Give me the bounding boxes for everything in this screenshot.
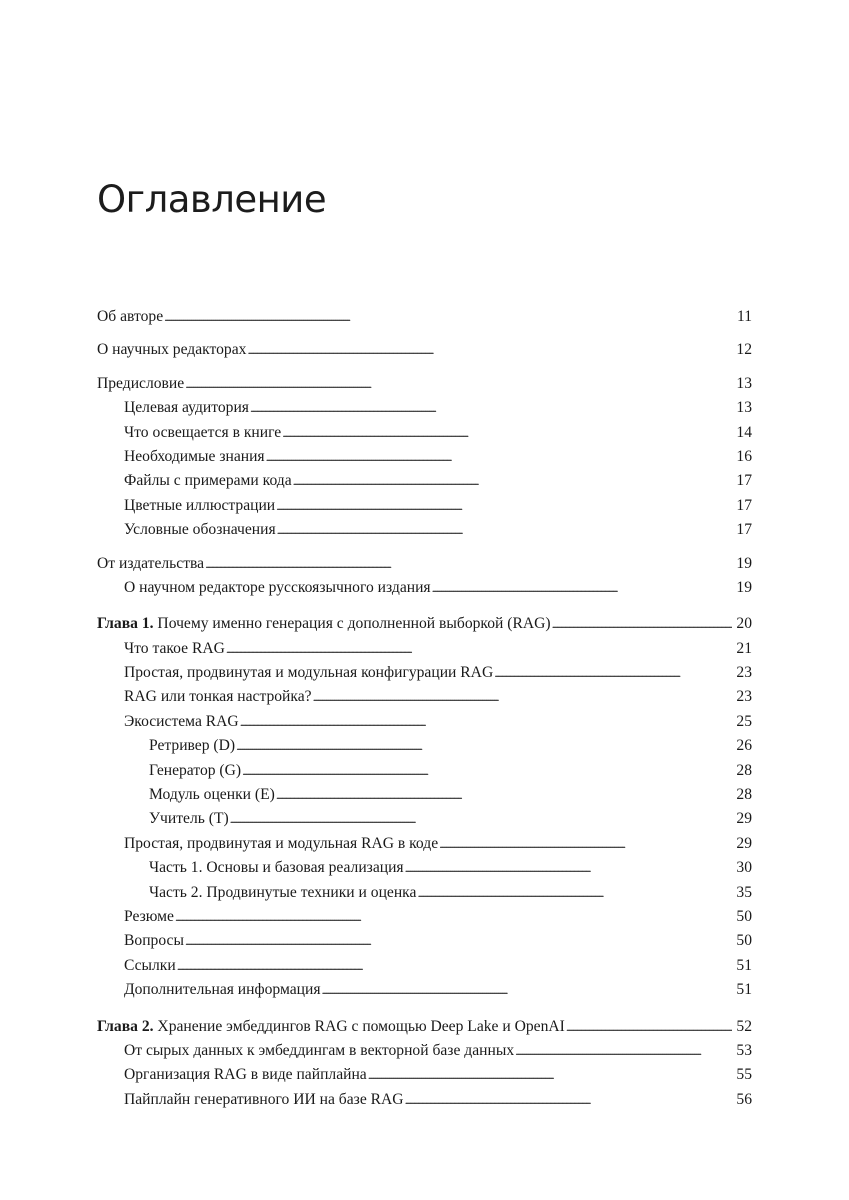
- toc-entry-label: О научных редакторах: [97, 341, 247, 359]
- dot-leader: [242, 759, 732, 783]
- dot-leader: [405, 1088, 732, 1112]
- dot-leader: [185, 372, 732, 396]
- toc-entry[interactable]: [97, 494, 752, 518]
- toc-entry[interactable]: [97, 759, 752, 783]
- toc-entry-title: [97, 372, 184, 396]
- toc-entry-label: Простая, продвинутая и модульная RAG в коде: [124, 834, 439, 852]
- toc-page-number: 30: [736, 859, 752, 877]
- toc-page-number: 50: [736, 907, 752, 925]
- dot-leader: [276, 494, 732, 518]
- toc-entry-title: [124, 1039, 514, 1063]
- toc-page-number: 19: [736, 554, 752, 572]
- toc-entry[interactable]: [97, 783, 752, 807]
- toc-entry-label: Ретривер (D): [149, 737, 236, 755]
- toc-page-number: 51: [736, 981, 752, 999]
- toc-page-number: 17: [736, 521, 752, 539]
- toc-entry-label: Почему именно генерация с дополненной выборкой (RAG): [153, 615, 551, 633]
- toc-entry-label: Часть 2. Продвинутые техники и оценка: [149, 883, 417, 901]
- dot-leader: [250, 396, 732, 420]
- toc-entry[interactable]: [97, 734, 752, 758]
- dot-leader: [293, 469, 732, 493]
- dot-leader: [432, 576, 732, 600]
- toc-page-number: 53: [736, 1041, 752, 1059]
- toc-entry[interactable]: [97, 637, 752, 661]
- toc-entry-title: [124, 832, 438, 856]
- toc-page-number: 52: [736, 1017, 752, 1035]
- toc-entry[interactable]: [97, 710, 752, 734]
- toc-entry-title: [124, 1088, 404, 1112]
- toc-page-number: 21: [736, 639, 752, 657]
- toc-entry-label: RAG или тонкая настройка?: [124, 688, 312, 706]
- dot-leader: [226, 637, 732, 661]
- toc-entry-title: [124, 445, 265, 469]
- dot-leader: [417, 881, 732, 905]
- toc-entry[interactable]: [97, 929, 752, 953]
- toc-entry-title: [149, 807, 229, 831]
- toc-entry-label: Учитель (T): [149, 810, 229, 828]
- toc-entry-title: [124, 469, 292, 493]
- toc-entry-title: [149, 856, 404, 880]
- toc-page-number: 35: [736, 883, 752, 901]
- dot-leader: [236, 734, 732, 758]
- toc-entry[interactable]: [97, 372, 752, 396]
- toc-entry-title: [124, 685, 312, 709]
- toc-entry-title: [149, 881, 416, 905]
- toc-page-number: 14: [736, 423, 752, 441]
- toc-page-number: 13: [736, 374, 752, 392]
- dot-leader: [313, 685, 732, 709]
- dot-leader: [175, 905, 732, 929]
- toc-entry-title: [124, 661, 493, 685]
- dot-leader: [276, 783, 732, 807]
- toc-entry-title: [124, 978, 321, 1002]
- toc-entry[interactable]: [97, 685, 752, 709]
- toc-entry-label: Что освещается в книге: [124, 423, 282, 441]
- chapter-number: Глава 2.: [97, 1017, 154, 1035]
- toc-entry-label: Файлы с примерами кода: [124, 472, 292, 490]
- chapter-number: Глава 1.: [97, 615, 154, 633]
- dot-leader: [205, 552, 732, 576]
- toc-entry-title: [97, 552, 204, 576]
- dot-leader: [277, 518, 732, 542]
- toc-entry-title: [149, 783, 275, 807]
- toc-entry-label: Вопросы: [124, 932, 184, 950]
- dot-leader: [405, 856, 732, 880]
- toc-entry[interactable]: [97, 954, 752, 978]
- dot-leader: [185, 929, 732, 953]
- toc-page-number: 50: [736, 932, 752, 950]
- toc-entry[interactable]: [97, 305, 752, 329]
- toc-entry[interactable]: [97, 1088, 752, 1112]
- toc-entry[interactable]: [97, 881, 752, 905]
- dot-leader: [494, 661, 732, 685]
- toc-page-number: 13: [736, 399, 752, 417]
- toc-page-number: 17: [736, 472, 752, 490]
- dot-leader: [230, 807, 732, 831]
- toc-entry-label: Об авторе: [97, 308, 164, 325]
- toc-page-number: 51: [736, 956, 752, 974]
- toc-entry[interactable]: [97, 1063, 752, 1087]
- toc-page-number: 25: [736, 712, 752, 730]
- toc-entry[interactable]: [97, 552, 752, 576]
- dot-leader: [368, 1063, 732, 1087]
- dot-leader: [247, 338, 732, 362]
- toc-entry-label: Резюме: [124, 907, 174, 925]
- dot-leader: [515, 1039, 732, 1063]
- toc-entry-label: Простая, продвинутая и модульная конфигурации RAG: [124, 664, 494, 682]
- toc-entry-title: [97, 305, 163, 329]
- toc-entry-label: Генератор (G): [149, 761, 242, 779]
- toc-page-number: 23: [736, 664, 752, 682]
- page-title: Оглавление: [97, 178, 327, 221]
- dot-leader: [566, 1015, 732, 1039]
- toc-entry[interactable]: [97, 338, 752, 362]
- toc-entry-label: Пайплайн генеративного ИИ на базе RAG: [124, 1090, 404, 1108]
- toc-entry-title: [124, 905, 174, 929]
- dot-leader: [552, 612, 732, 636]
- toc-entry-title: [124, 710, 239, 734]
- toc-entry-label: Предисловие: [97, 374, 185, 392]
- dot-leader: [177, 954, 732, 978]
- toc-entry[interactable]: [97, 1039, 752, 1063]
- toc-entry-label: Хранение эмбеддингов RAG с помощью Deep Lake и OpenAI: [153, 1017, 565, 1035]
- toc-entry[interactable]: [97, 978, 752, 1002]
- toc-entry-title: [124, 396, 249, 420]
- toc-entry[interactable]: [97, 612, 752, 636]
- toc-entry-label: Экосистема RAG: [124, 712, 239, 730]
- dot-leader: [439, 832, 732, 856]
- toc-page-number: 55: [736, 1066, 752, 1084]
- toc-entry-title: [97, 612, 551, 636]
- toc-entry[interactable]: [97, 445, 752, 469]
- toc-page-number: 28: [736, 786, 752, 804]
- toc-entry-label: Организация RAG в виде пайплайна: [124, 1066, 367, 1084]
- toc-entry-label: Что такое RAG: [124, 639, 225, 657]
- dot-leader: [240, 710, 732, 734]
- toc-entry[interactable]: [97, 518, 752, 542]
- toc-entry-label: Модуль оценки (E): [149, 786, 275, 804]
- toc-page-number: 29: [736, 834, 752, 852]
- table-of-contents: [97, 305, 752, 1112]
- toc-entry-title: [149, 734, 235, 758]
- toc-page-number: 20: [736, 615, 752, 633]
- toc-entry-title: [124, 494, 275, 518]
- toc-page-number: 11: [736, 308, 752, 325]
- toc-entry[interactable]: [97, 576, 752, 600]
- toc-page-number: 26: [736, 737, 752, 755]
- dot-leader: [266, 445, 732, 469]
- toc-entry[interactable]: [97, 905, 752, 929]
- toc-entry-title: [124, 576, 431, 600]
- toc-entry-title: [124, 637, 225, 661]
- toc-entry[interactable]: [97, 661, 752, 685]
- toc-entry-label: Целевая аудитория: [124, 399, 249, 417]
- toc-page-number: 19: [736, 578, 752, 596]
- toc-entry[interactable]: [97, 421, 752, 445]
- dot-leader: [282, 421, 732, 445]
- toc-entry-label: Цветные иллюстрации: [124, 496, 276, 514]
- dot-leader: [322, 978, 732, 1002]
- toc-entry-title: [124, 518, 276, 542]
- toc-entry-label: От сырых данных к эмбеддингам в векторной базе данных: [124, 1041, 515, 1059]
- toc-entry-label: Необходимые знания: [124, 447, 265, 465]
- toc-entry-title: [124, 954, 176, 978]
- toc-entry-label: Ссылки: [124, 956, 176, 974]
- toc-page-number: 29: [736, 810, 752, 828]
- toc-entry-title: [124, 929, 184, 953]
- toc-entry-title: [97, 338, 246, 362]
- toc-entry-label: О научном редакторе русскоязычного издания: [124, 578, 431, 596]
- dot-leader: [164, 305, 732, 329]
- toc-entry[interactable]: [97, 856, 752, 880]
- toc-entry[interactable]: [97, 396, 752, 420]
- toc-page-number: 17: [736, 496, 752, 514]
- toc-entry[interactable]: [97, 832, 752, 856]
- toc-entry[interactable]: [97, 469, 752, 493]
- toc-entry-label: Часть 1. Основы и базовая реализация: [149, 859, 404, 877]
- toc-entry-title: [124, 1063, 367, 1087]
- toc-entry-label: Условные обозначения: [124, 521, 276, 539]
- toc-entry-title: [124, 421, 281, 445]
- toc-page-number: 28: [736, 761, 752, 779]
- toc-page-number: 56: [736, 1090, 752, 1108]
- toc-entry[interactable]: [97, 1015, 752, 1039]
- toc-entry-title: [97, 1015, 565, 1039]
- toc-entry-title: [149, 759, 241, 783]
- toc-page-number: 12: [736, 341, 752, 359]
- toc-page-number: 23: [736, 688, 752, 706]
- toc-entry-label: От издательства: [97, 554, 205, 572]
- toc-entry-label: Дополнительная информация: [124, 981, 321, 999]
- toc-entry[interactable]: [97, 807, 752, 831]
- toc-page-number: 16: [736, 447, 752, 465]
